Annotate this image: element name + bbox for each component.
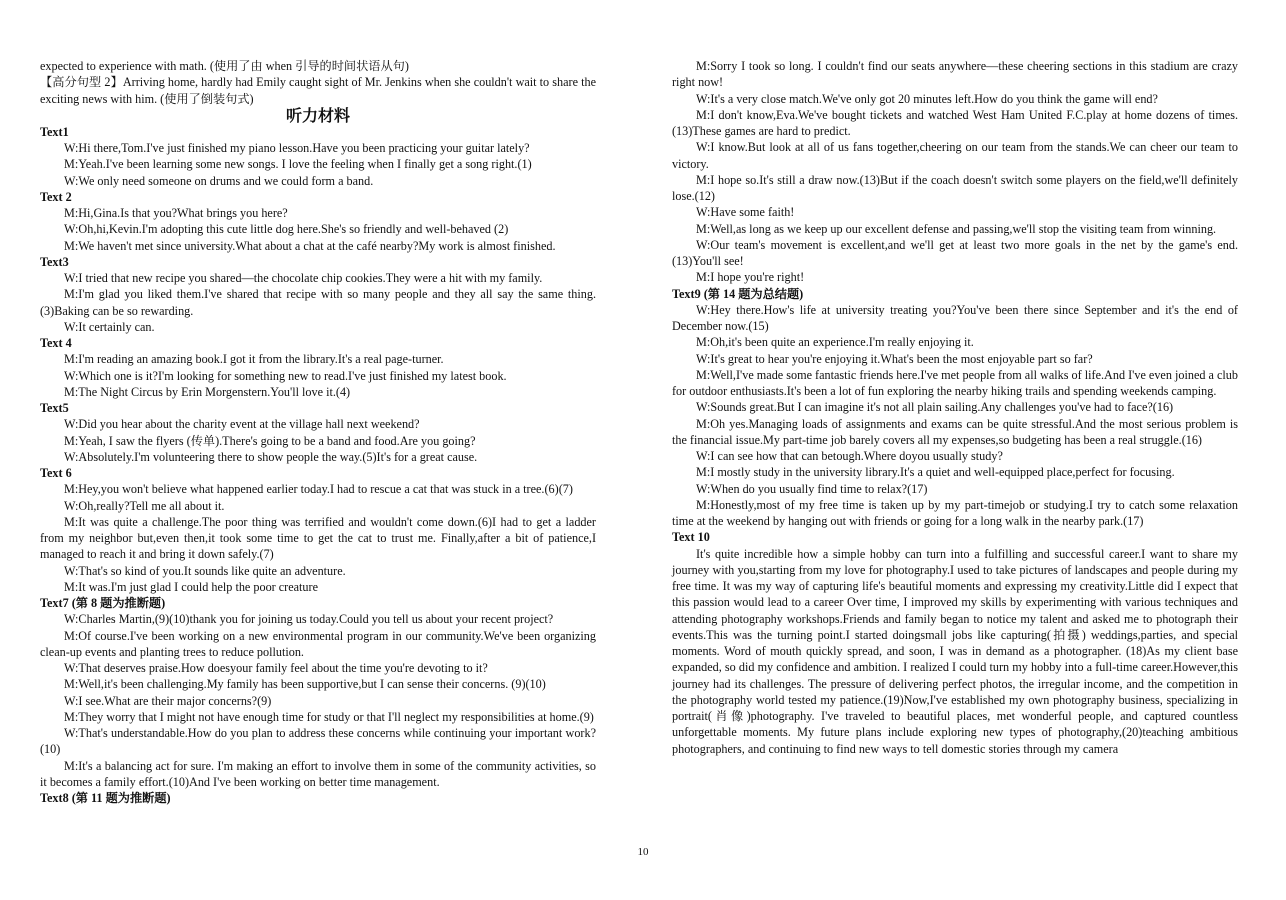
paragraph: M:The Night Circus by Erin Morgenstern.You'll love it.(4) [64, 384, 351, 399]
paragraph: M:Oh,it's been quite an experience.I'm really enjoying it. [696, 335, 974, 350]
paragraph: W:Charles Martin,(9)(10)thank you for joining us today.Could you tell us about your recent project? [64, 612, 554, 627]
paragraph: W:I tried that new recipe you shared—the chocolate chip cookies.They were a hit with my family. [64, 271, 543, 285]
paragraph: M:Oh yes.Managing loads of assignments and exams can be quite stressful.And the most serious problem is the financial issue.My part-time job barely covers all my expenses,so budgeting has been a real struggle.(16) [672, 416, 1238, 447]
paragraph: W:It's great to hear you're enjoying it.What's been the most enjoyable part so far? [696, 351, 1093, 366]
paragraph: M:Well,as long as we keep up our excellent defense and passing,we'll stop the visiting team from winning. [696, 221, 1217, 236]
paragraph: M:Hey,you won't believe what happened earlier today.I had to rescue a cat that was stuck in a tree.(6)(7) [64, 482, 573, 497]
paragraph: M:Hi,Gina.Is that you?What brings you here? [64, 206, 288, 220]
paragraph: W:Our team's movement is excellent,and we'll get at least two more goals in the net by the game's end.(13)You'll see! [672, 237, 1238, 268]
paragraph: M:Yeah.I've been learning some new songs. I love the feeling when I finally get a song right.(1) [64, 157, 532, 172]
paragraph: W:I can see how that can betough.Where doyou usually study? [696, 449, 1003, 463]
page-number: 10 [637, 846, 649, 858]
paragraph: W:Hey there.How's life at university treating you?You've been there since September and it's the end of December now.(15) [672, 302, 1238, 333]
paragraph: W:It certainly can. [64, 319, 155, 334]
paragraph: M:I hope so.It's still a draw now.(13)But if the coach doesn't switch some players on the field,we'll definitely lose.(12) [672, 172, 1238, 203]
paragraph: W:Hi there,Tom.I've just finished my piano lesson.Have you been practicing your guitar lately? [64, 141, 530, 155]
paragraph: M:It's a balancing act for sure. I'm making an effort to involve them in some of the community activities, so it becomes a family effort.(10)And I've been working on better time management. [40, 758, 596, 789]
paragraph: M:Well,I've made some fantastic friends here.I've met people from all walks of life.And I've even joined a club for outdoor enthusiasts.It's been a lot of fun exploring the nearby hiking trails and spending weekends camping. [672, 367, 1238, 398]
paragraph: M:It was quite a challenge.The poor thing was terrified and wouldn't come down.(6)I had to get a ladder from my neighbor but,even then,it took some time to get the cat to trust me. Finally,after a bit of patience,I managed to reach it and bring it down safely.(7) [40, 514, 596, 562]
section-heading: Text 4 [40, 336, 72, 350]
right-column [672, 58, 1238, 757]
paragraph: M:Yeah, I saw the flyers (传单).There's going to be a band and food.Are you going? [64, 433, 476, 448]
paragraph: M:Well,it's been challenging.My family has been supportive,but I can sense their concerns. (9)(10) [64, 677, 546, 692]
paragraph: M:They worry that I might not have enough time for study or that I'll neglect my responsibilities at home.(9) [64, 709, 594, 724]
paragraph: W:We only need someone on drums and we could form a band. [64, 173, 374, 188]
paragraph: W:Which one is it?I'm looking for something new to read.I've just finished my latest book. [64, 368, 507, 383]
paragraph: It's quite incredible how a simple hobby can turn into a fulfilling and successful career.I want to share my journey with you,starting from my love for photography.I used to take pictures of landscapes and people during my free time. It was my way of capturing life's beautiful moments and expressing my creativity.Little did I expect that this passion would lead to a career Over time, I improved my skills by experimenting with various techniques and attending photography workshops.Friends and family began to notice my talent and asked me to photograph their events.This was the turning point.I started doingsmall jobs like capturing(拍摄) weddings,parties, and special moments. Word of mouth quickly spread, and soon, I was in demand as a photographer. (18)As my client base expanded, so did my confidence and ambition. I realized I could turn my hobby into a full-time career.However,this journey had its challenges. The pressure of delivering perfect photos, the irregular income, and the competition in the photography world tested my patience.(19)Now,I've established my own photography business, specializing in portrait(肖像)photography. I've traveled to beautiful places, met wonderful people, and captured countless unforgettable moments. My future plans include exploring new types of photography,(20)teaching ambitious photographers, and continuing to find new ways to tell domestic stories through my camera [672, 546, 1238, 756]
paragraph: W:Sounds great.But I can imagine it's not all plain sailing.Any challenges you've had to face?(16) [696, 400, 1174, 415]
paragraph: W:That's so kind of you.It sounds like quite an adventure. [64, 563, 346, 578]
left-column [40, 58, 596, 806]
section-heading: Text7 (第 8 题为推断题) [40, 596, 166, 610]
paragraph: W:Have some faith! [696, 205, 795, 220]
section-heading: Text8 (第 11 题为推断题) [40, 791, 171, 805]
paragraph: M:I'm glad you liked them.I've shared that recipe with so many people and they all say the same thing.(3)Baking can be so rewarding. [40, 287, 596, 318]
section-heading: Text 2 [40, 189, 72, 204]
paragraph: 【高分句型 2】Arriving home, hardly had Emily caught sight of Mr. Jenkins when she couldn't wait to share the exciting news with him. (使用了倒装句式) [40, 75, 596, 106]
paragraph: W:Absolutely.I'm volunteering there to show people the way.(5)It's for a great cause. [64, 449, 478, 464]
paragraph: W:I know.But look at all of us fans together,cheering on our team from the stands.We can cheer our team to victory. [672, 140, 1238, 171]
paragraph: W:When do you usually find time to relax?(17) [696, 481, 928, 496]
section-heading: Text 10 [672, 530, 710, 545]
paragraph: M:We haven't met since university.What about a chat at the café nearby?My work is almost finished. [64, 238, 556, 253]
section-heading: Text1 [40, 124, 69, 139]
paragraph: M:It was.I'm just glad I could help the poor creature [64, 579, 318, 594]
section-heading: Text9 (第 14 题为总结题) [672, 286, 804, 301]
paragraph: M:Sorry I took so long. I couldn't find our seats anywhere—these cheering sections in this stadium are crazy right now! [672, 59, 1238, 90]
section-title: 听力材料 [285, 105, 350, 125]
section-heading: Text3 [40, 254, 69, 269]
section-heading: Text 6 [40, 466, 72, 480]
paragraph: M:I'm reading an amazing book.I got it from the library.It's a real page-turner. [64, 352, 444, 367]
paragraph: M:Of course.I've been working on a new environmental program in our community.We've been organizing clean-up events and planting trees to reduce pollution. [40, 628, 596, 659]
paragraph: M:I hope you're right! [696, 270, 805, 285]
paragraph: expected to experience with math. (使用了由 when 引导的时间状语从句) [40, 59, 409, 73]
paragraph: W:Oh,hi,Kevin.I'm adopting this cute little dog here.She's so friendly and well-behaved (2) [64, 222, 509, 237]
paragraph: M:I don't know,Eva.We've bought tickets and watched West Ham United F.C.play at home dozens of times.(13)These games are hard to predict. [672, 107, 1238, 138]
section-heading: Text5 [40, 401, 69, 415]
paragraph: W:That deserves praise.How doesyour family feel about the time you're devoting to it? [64, 661, 488, 675]
paragraph: W:That's understandable.How do you plan to address these concerns while continuing your important work?(10) [40, 726, 596, 757]
paragraph: M:I mostly study in the university library.It's a quiet and well-equipped place,perfect for focusing. [696, 465, 1175, 480]
paragraph: W:Oh,really?Tell me all about it. [64, 498, 225, 513]
paragraph: M:Honestly,most of my free time is taken up by my part-timejob or studying.I try to catch some relaxation time at the weekend by hanging out with friends or going for a long walk in the nearby park.(17) [672, 497, 1238, 528]
paragraph: W:Did you hear about the charity event at the village hall next weekend? [64, 417, 420, 432]
paragraph: W:It's a very close match.We've only got 20 minutes left.How do you think the game will end? [696, 91, 1158, 106]
paragraph: W:I see.What are their major concerns?(9) [64, 693, 272, 708]
